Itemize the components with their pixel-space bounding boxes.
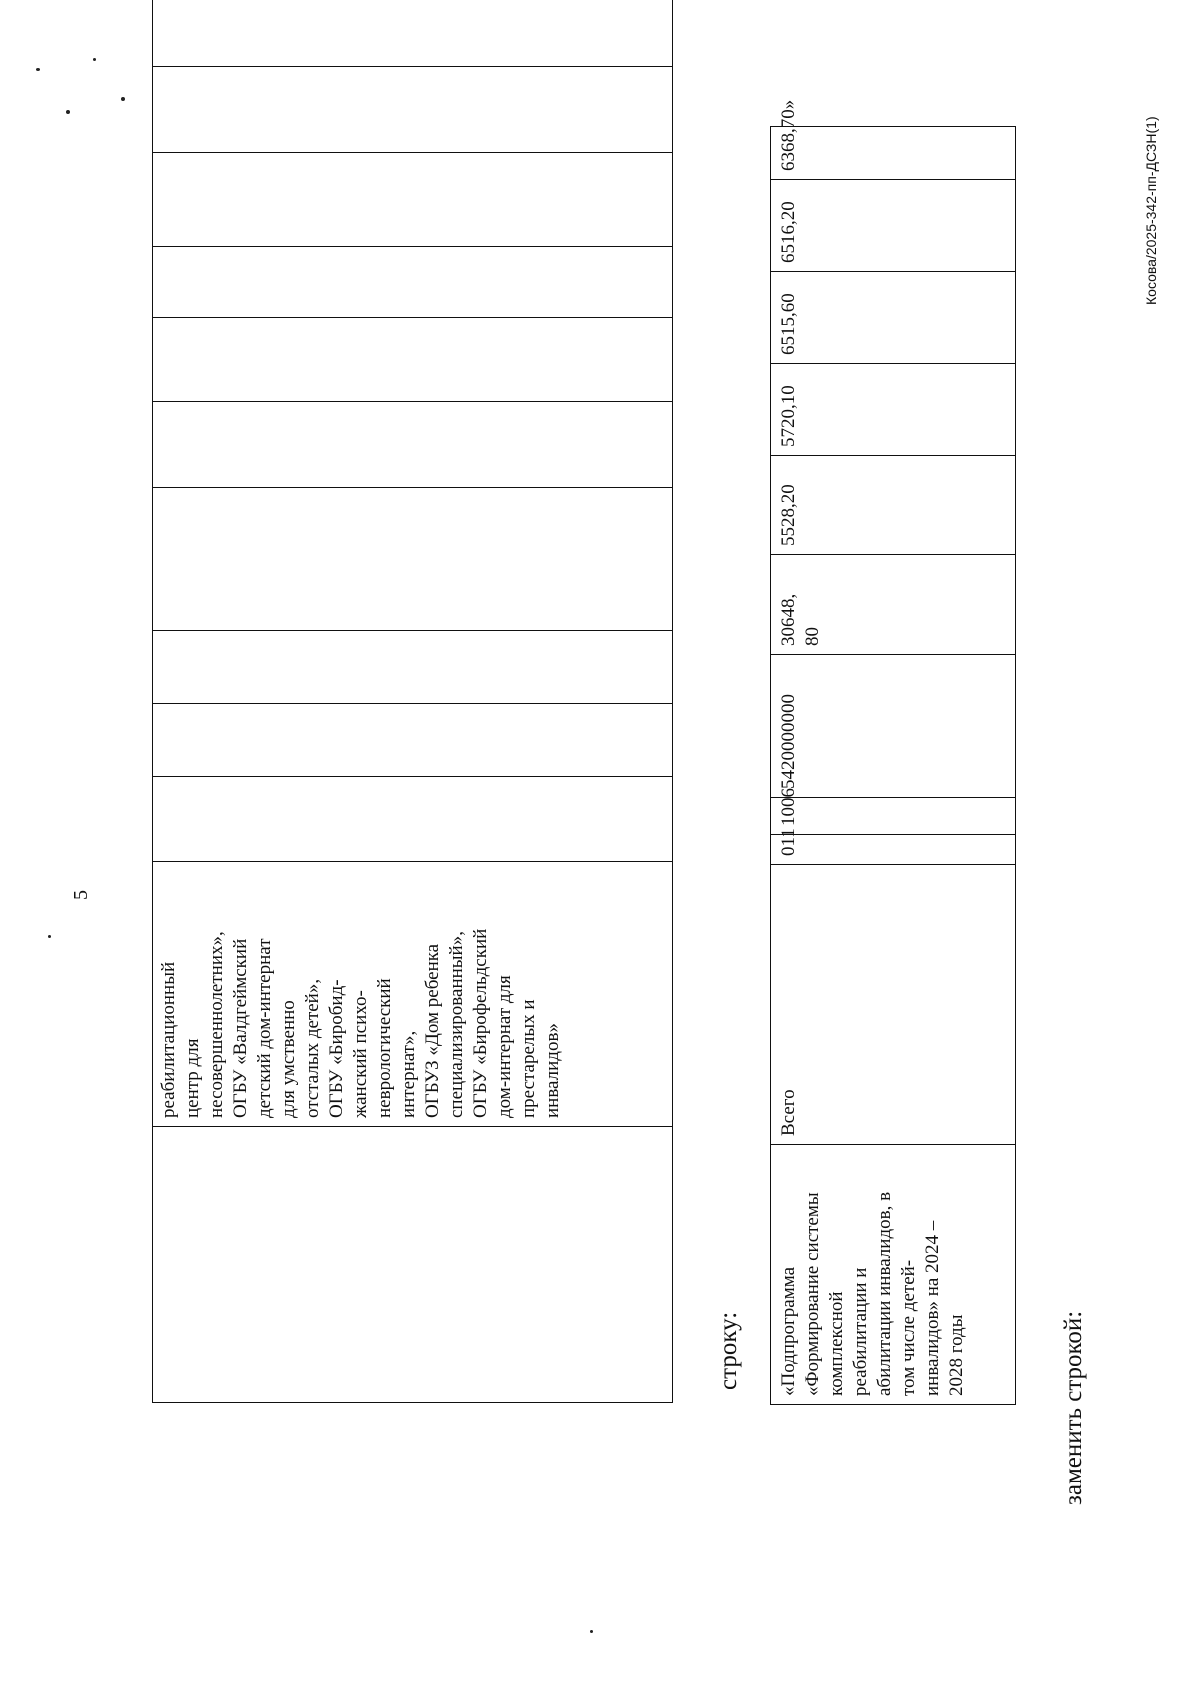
total-label-cell: Всего <box>771 865 1016 1145</box>
value-cell <box>153 318 673 402</box>
program-name-cell <box>153 1127 673 1403</box>
value-cell <box>153 0 673 67</box>
scan-speck <box>36 68 40 71</box>
value-cell <box>153 631 673 704</box>
amount-cell: 6515,60 <box>771 272 1016 364</box>
continued-table <box>152 0 673 1403</box>
amount-cell: 6516,20 <box>771 180 1016 272</box>
scan-speck <box>66 110 70 114</box>
code-cell: 5420000000 <box>771 655 1016 798</box>
page-number: 5 <box>70 890 92 900</box>
amount-cell: 5720,10 <box>771 364 1016 456</box>
value-cell <box>153 247 673 318</box>
value-cell <box>153 67 673 153</box>
scan-speck <box>121 97 125 101</box>
value-cell <box>153 704 673 777</box>
table-row <box>771 127 1016 1405</box>
amount-cell: 6368,70» <box>771 127 1016 180</box>
scan-speck <box>48 935 51 938</box>
executor-cell: реабилитационный центр для несовершеннолетних», ОГБУ «Валдгеймский детский дом-интернат для умственно отсталых детей», ОГБУ «Биробид- жанский психо- неврологический интернат», ОГБУЗ «Дом ребенка специализированный», ОГБУ «Бирофельдский дом-интернат для престарелых и инвалидов» <box>153 862 673 1127</box>
label-before: строку: <box>715 1311 742 1390</box>
document-id: Косова/2025-342-пп-ДСЗН(1) <box>1143 116 1159 305</box>
value-cell <box>153 402 673 488</box>
amount-cell: 5528,20 <box>771 456 1016 555</box>
value-cell <box>153 777 673 862</box>
table-row <box>153 0 673 1403</box>
subprogram-table <box>770 99 1016 1405</box>
scan-speck <box>590 1630 593 1633</box>
code-cell: 011 <box>771 835 1016 865</box>
scan-speck <box>93 58 96 61</box>
value-cell <box>153 153 673 247</box>
subprogram-name-cell: «Подпрограмма «Формирование системы комплексной реабилитации и абилитации инвалидов, в том числе детей- инвалидов» на 2024 – 2028 годы <box>771 1145 1016 1405</box>
label-after: заменить строкой: <box>1060 1310 1087 1505</box>
amount-cell: 30648, 80 <box>771 555 1016 655</box>
value-cell <box>153 488 673 631</box>
code-cell: 1006 <box>771 798 1016 835</box>
